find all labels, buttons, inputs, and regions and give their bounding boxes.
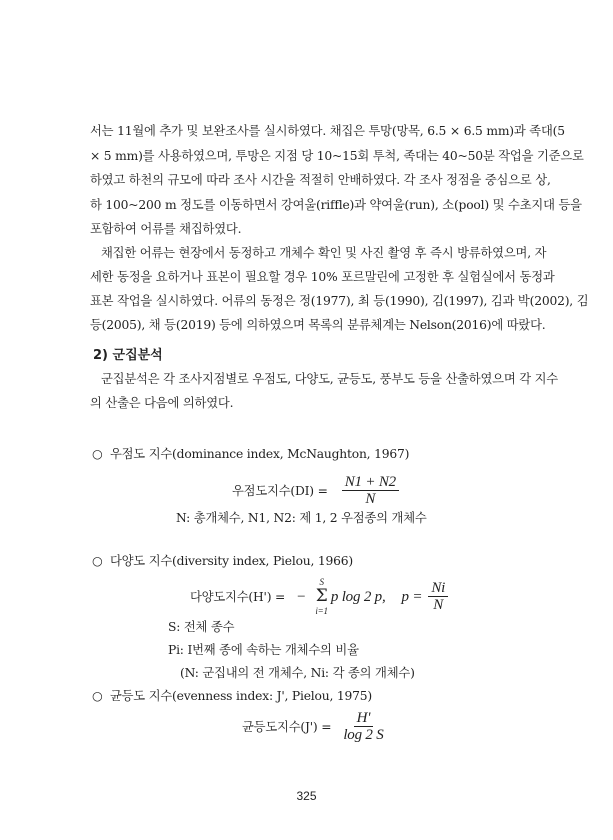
text-line: 세한 동정을 요하거나 표본이 필요할 경우 10% 포르말린에 고정한 후 실험실에서 동정과 <box>90 270 555 284</box>
text-line: 하였고 하천의 규모에 따라 조사 시간을 적절히 안배하였다. 각 조사 정점을 중심으로 상, <box>90 173 551 187</box>
formula-lhs: 다양도지수(H') = <box>190 589 286 604</box>
formula-lhs: 균등도지수(J') = <box>242 719 332 734</box>
evenness-title-text: 균등도 지수(evenness index: J', Pielou, 1975) <box>109 689 372 703</box>
dominance-title-text: 우점도 지수(dominance index, McNaughton, 1967) <box>109 447 410 461</box>
diversity-title <box>92 553 353 569</box>
text-line: 하 100~200 m 정도를 이동하면서 강여울(riffle)과 약여울(run), 소(pool) 및 수초지대 등을 <box>90 198 582 212</box>
page-number: 325 <box>296 789 317 803</box>
minus-sign: − <box>297 588 306 605</box>
text-line: 채집한 어류는 현장에서 동정하고 개체수 확인 및 사진 촬영 후 즉시 방류하였으며, 자 <box>101 246 547 260</box>
summation <box>315 577 327 616</box>
text-line: 표본 작업을 실시하였다. 어류의 동정은 정(1977), 최 등(1990), 김(1997), 김과 박(2002), 김 <box>90 294 589 308</box>
text-line: 군집분석은 각 조사지점별로 우점도, 다양도, 균등도, 풍부도 등을 산출하였으며 각 지수 <box>101 372 558 386</box>
dominance-title <box>92 446 409 462</box>
denominator: N <box>365 491 376 507</box>
bullet-icon: ○ <box>92 689 103 703</box>
diversity-note: S: 전체 종수 <box>168 620 235 634</box>
dominance-formula <box>232 474 399 507</box>
sum-lower: i=1 <box>315 606 328 616</box>
sum-upper: S <box>319 577 324 587</box>
text-line: 서는 11월에 추가 및 보완조사를 실시하였다. 채집은 투망(망목, 6.5 × 6.5 mm)과 족대(5 <box>90 124 565 138</box>
sigma-icon: Σ <box>315 586 328 606</box>
numerator: Ni <box>428 580 448 597</box>
evenness-title <box>92 688 372 704</box>
fraction <box>343 710 383 743</box>
bullet-icon: ○ <box>92 447 103 461</box>
text-line: 의 산출은 다음에 의하였다. <box>90 396 234 410</box>
text-line: 포함하여 어류를 채집하였다. <box>90 222 242 236</box>
dominance-note: N: 총개체수, N1, N2: 제 1, 2 우점종의 개체수 <box>176 511 427 525</box>
denominator: log 2 S <box>343 727 384 743</box>
pi-fraction <box>428 580 448 613</box>
numerator: N1 + N2 <box>342 474 399 491</box>
diversity-title-text: 다양도 지수(diversity index, Pielou, 1966) <box>109 554 354 568</box>
formula-lhs: 우점도지수(DI) = <box>232 483 328 498</box>
section-heading: 2) 군집분석 <box>93 348 163 363</box>
diversity-formula <box>190 577 448 616</box>
diversity-note: (N: 군집내의 전 개체수, Ni: 각 종의 개체수) <box>180 666 415 680</box>
denominator: N <box>433 597 444 613</box>
sum-term: p log 2 p, <box>330 588 386 605</box>
text-line: × 5 mm)를 사용하였으며, 투망은 지점 당 10~15회 투척, 족대는 40~50분 작업을 기준으로 <box>90 149 584 163</box>
diversity-note: Pi: I번째 종에 속하는 개체수의 비율 <box>168 643 359 657</box>
pi-lhs: p = <box>401 588 423 605</box>
numerator: H' <box>354 710 374 727</box>
fraction <box>342 474 399 507</box>
text-line: 등(2005), 채 등(2019) 등에 의하였으며 목록의 분류체계는 Nelson(2016)에 따랐다. <box>90 318 546 332</box>
bullet-icon: ○ <box>92 554 103 568</box>
evenness-formula <box>242 710 384 743</box>
